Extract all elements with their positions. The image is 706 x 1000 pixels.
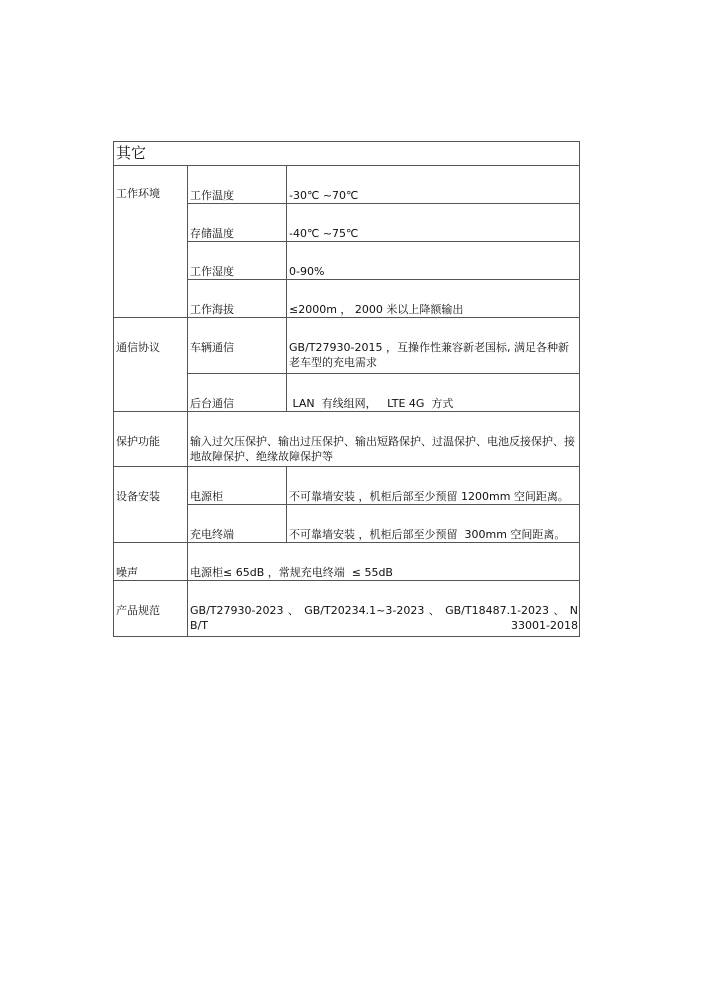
env-label: 工作环境 [114,166,188,318]
protect-label: 保护功能 [114,412,188,467]
noise-value: 电源柜≤ 65dB ，常规充电终端 ≤ 55dB [188,543,580,581]
standards-label: 产品规范 [114,581,188,637]
section-title: 其它 [114,142,580,166]
section-title-row [114,142,580,166]
install-label: 设备安装 [114,467,188,543]
install-item-value: 不可靠墙安装 ，机柜后部至少预留 1200mm 空间距离。 [287,467,580,505]
env-item-value: ≤2000m ， 2000 米以上降额输出 [287,280,580,318]
comm-label: 通信协议 [114,318,188,412]
env-item-value: -30℃ ~70℃ [287,166,580,204]
standards-value: GB/T27930-2023 、 GB/T20234.1~3-2023 、 GB/T18487.1-2023 、 NB/T 33001-2018 [188,581,580,637]
comm-item-name: 车辆通信 [188,318,287,374]
comm-item-name: 后台通信 [188,374,287,412]
spec-table [113,141,580,637]
env-item-name: 工作湿度 [188,242,287,280]
env-item-name: 存储温度 [188,204,287,242]
table-row [114,318,580,374]
install-item-value: 不可靠墙安装 ，机柜后部至少预留 300mm 空间距离。 [287,505,580,543]
table-row [114,412,580,467]
table-row [114,581,580,637]
protect-value: 输入过欠压保护、输出过压保护、输出短路保护、过温保护、电池反接保护、接地故障保护、绝缘故障保护等 [188,412,580,467]
env-item-name: 工作温度 [188,166,287,204]
table-row [114,543,580,581]
install-item-name: 充电终端 [188,505,287,543]
env-item-name: 工作海拔 [188,280,287,318]
comm-item-value: GB/T27930-2015 ，互操作性兼容新老国标, 满足各种新老车型的充电需求 [287,318,580,374]
env-item-value: -40℃ ~75℃ [287,204,580,242]
noise-label: 噪声 [114,543,188,581]
table-row [114,166,580,204]
comm-item-value: LAN 有线组网， LTE 4G 方式 [287,374,580,412]
table-row [114,467,580,505]
install-item-name: 电源柜 [188,467,287,505]
env-item-value: 0-90% [287,242,580,280]
